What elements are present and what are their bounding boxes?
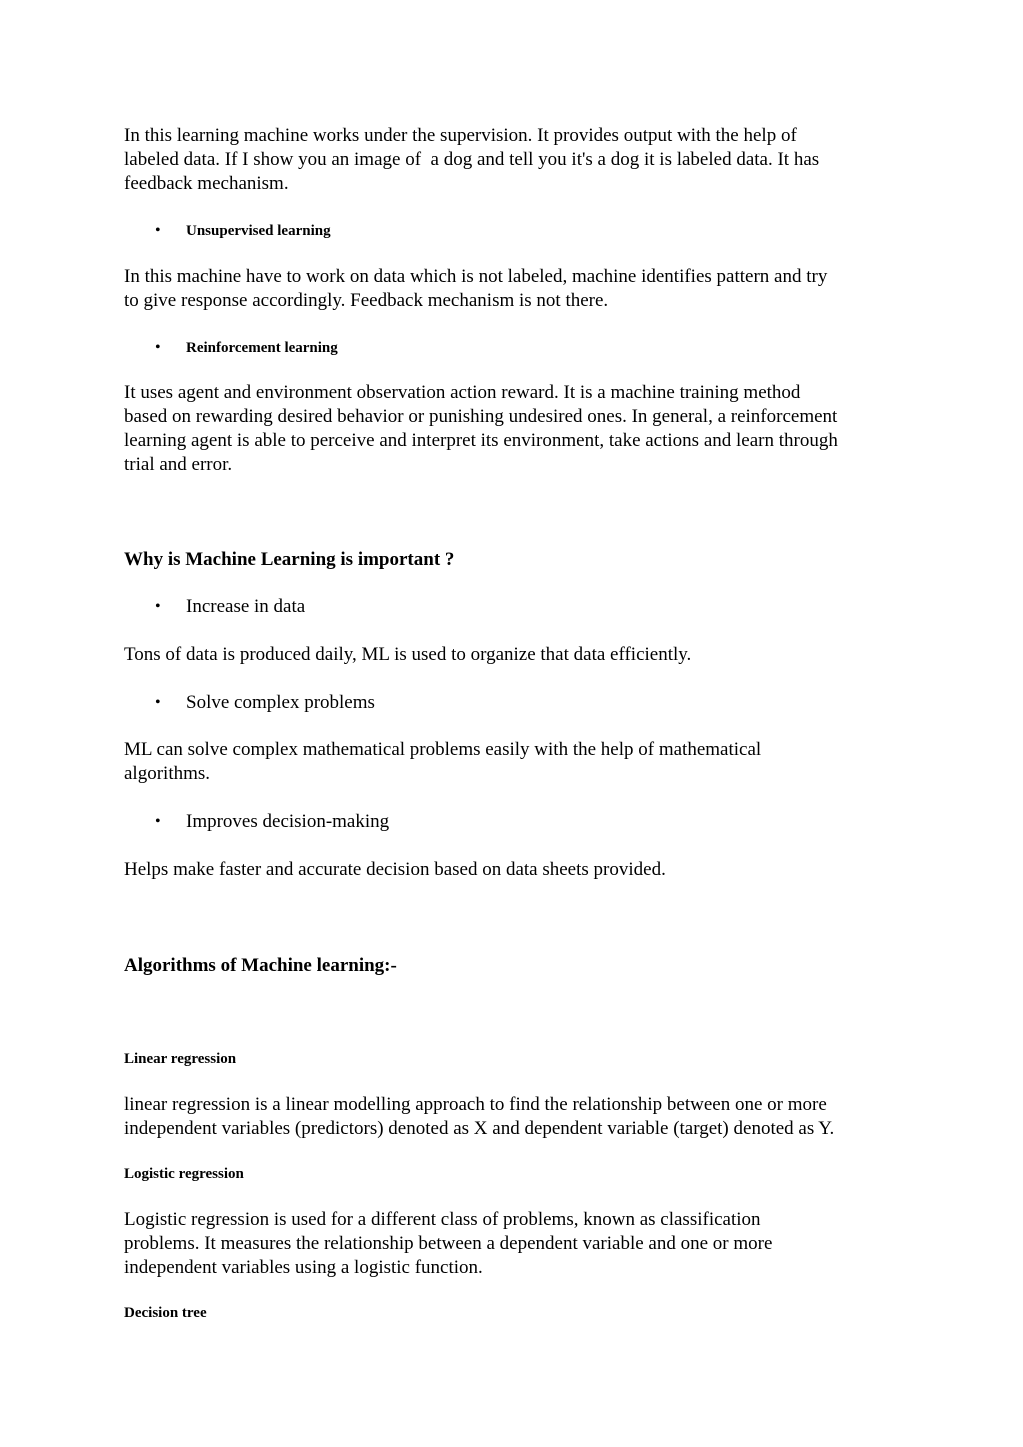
intro-paragraph: In this learning machine works under the supervision. It provides output with the help of labeled data. If I show you an image of a dog and tell you it's a dog it is labeled data. It has feedback mechanism. (124, 125, 820, 194)
decision-tree-subheading: Decision tree (124, 1305, 207, 1321)
complex-paragraph: ML can solve complex mathematical problems easily with the help of mathematical algorithms. (124, 739, 762, 784)
decision-paragraph: Helps make faster and accurate decision based on data sheets provided. (124, 859, 666, 880)
algorithms-heading: Algorithms of Machine learning:- (124, 955, 397, 976)
bullet-label: Solve complex problems (186, 692, 375, 713)
bullet-icon: • (155, 694, 161, 711)
increase-paragraph: Tons of data is produced daily, ML is used to organize that data efficiently. (124, 644, 692, 665)
bullet-icon: • (155, 598, 161, 615)
bullet-label: Increase in data (186, 596, 306, 617)
reinforcement-paragraph: It uses agent and environment observation action reward. It is a machine training method based on rewarding desired behavior or punishing undesired ones. In general, a reinforcement learning agent is able to perceive and interpret its environment, take actions and learn through trial and error. (124, 382, 838, 475)
logistic-regression-paragraph: Logistic regression is used for a different class of problems, known as classification problems. It measures the relationship between a dependent variable and one or more independent variables using a logistic function. (124, 1209, 773, 1278)
bullet-icon: • (155, 339, 161, 356)
linear-regression-subheading: Linear regression (124, 1051, 237, 1067)
bullet-icon: • (155, 813, 161, 830)
bullet-icon: • (155, 222, 161, 239)
logistic-regression-subheading: Logistic regression (124, 1166, 244, 1182)
bullet-label: Reinforcement learning (186, 340, 338, 356)
bullet-label: Unsupervised learning (186, 223, 331, 239)
bullet-label: Improves decision-making (186, 811, 390, 832)
why-ml-important-heading: Why is Machine Learning is important ? (124, 549, 455, 570)
linear-regression-paragraph: linear regression is a linear modelling approach to find the relationship between one or more independent variables (predictors) denoted as X and dependent variable (target) denoted as Y. (124, 1094, 835, 1139)
unsupervised-paragraph: In this machine have to work on data which is not labeled, machine identifies pattern and try to give response accordingly. Feedback mechanism is not there. (124, 266, 828, 311)
